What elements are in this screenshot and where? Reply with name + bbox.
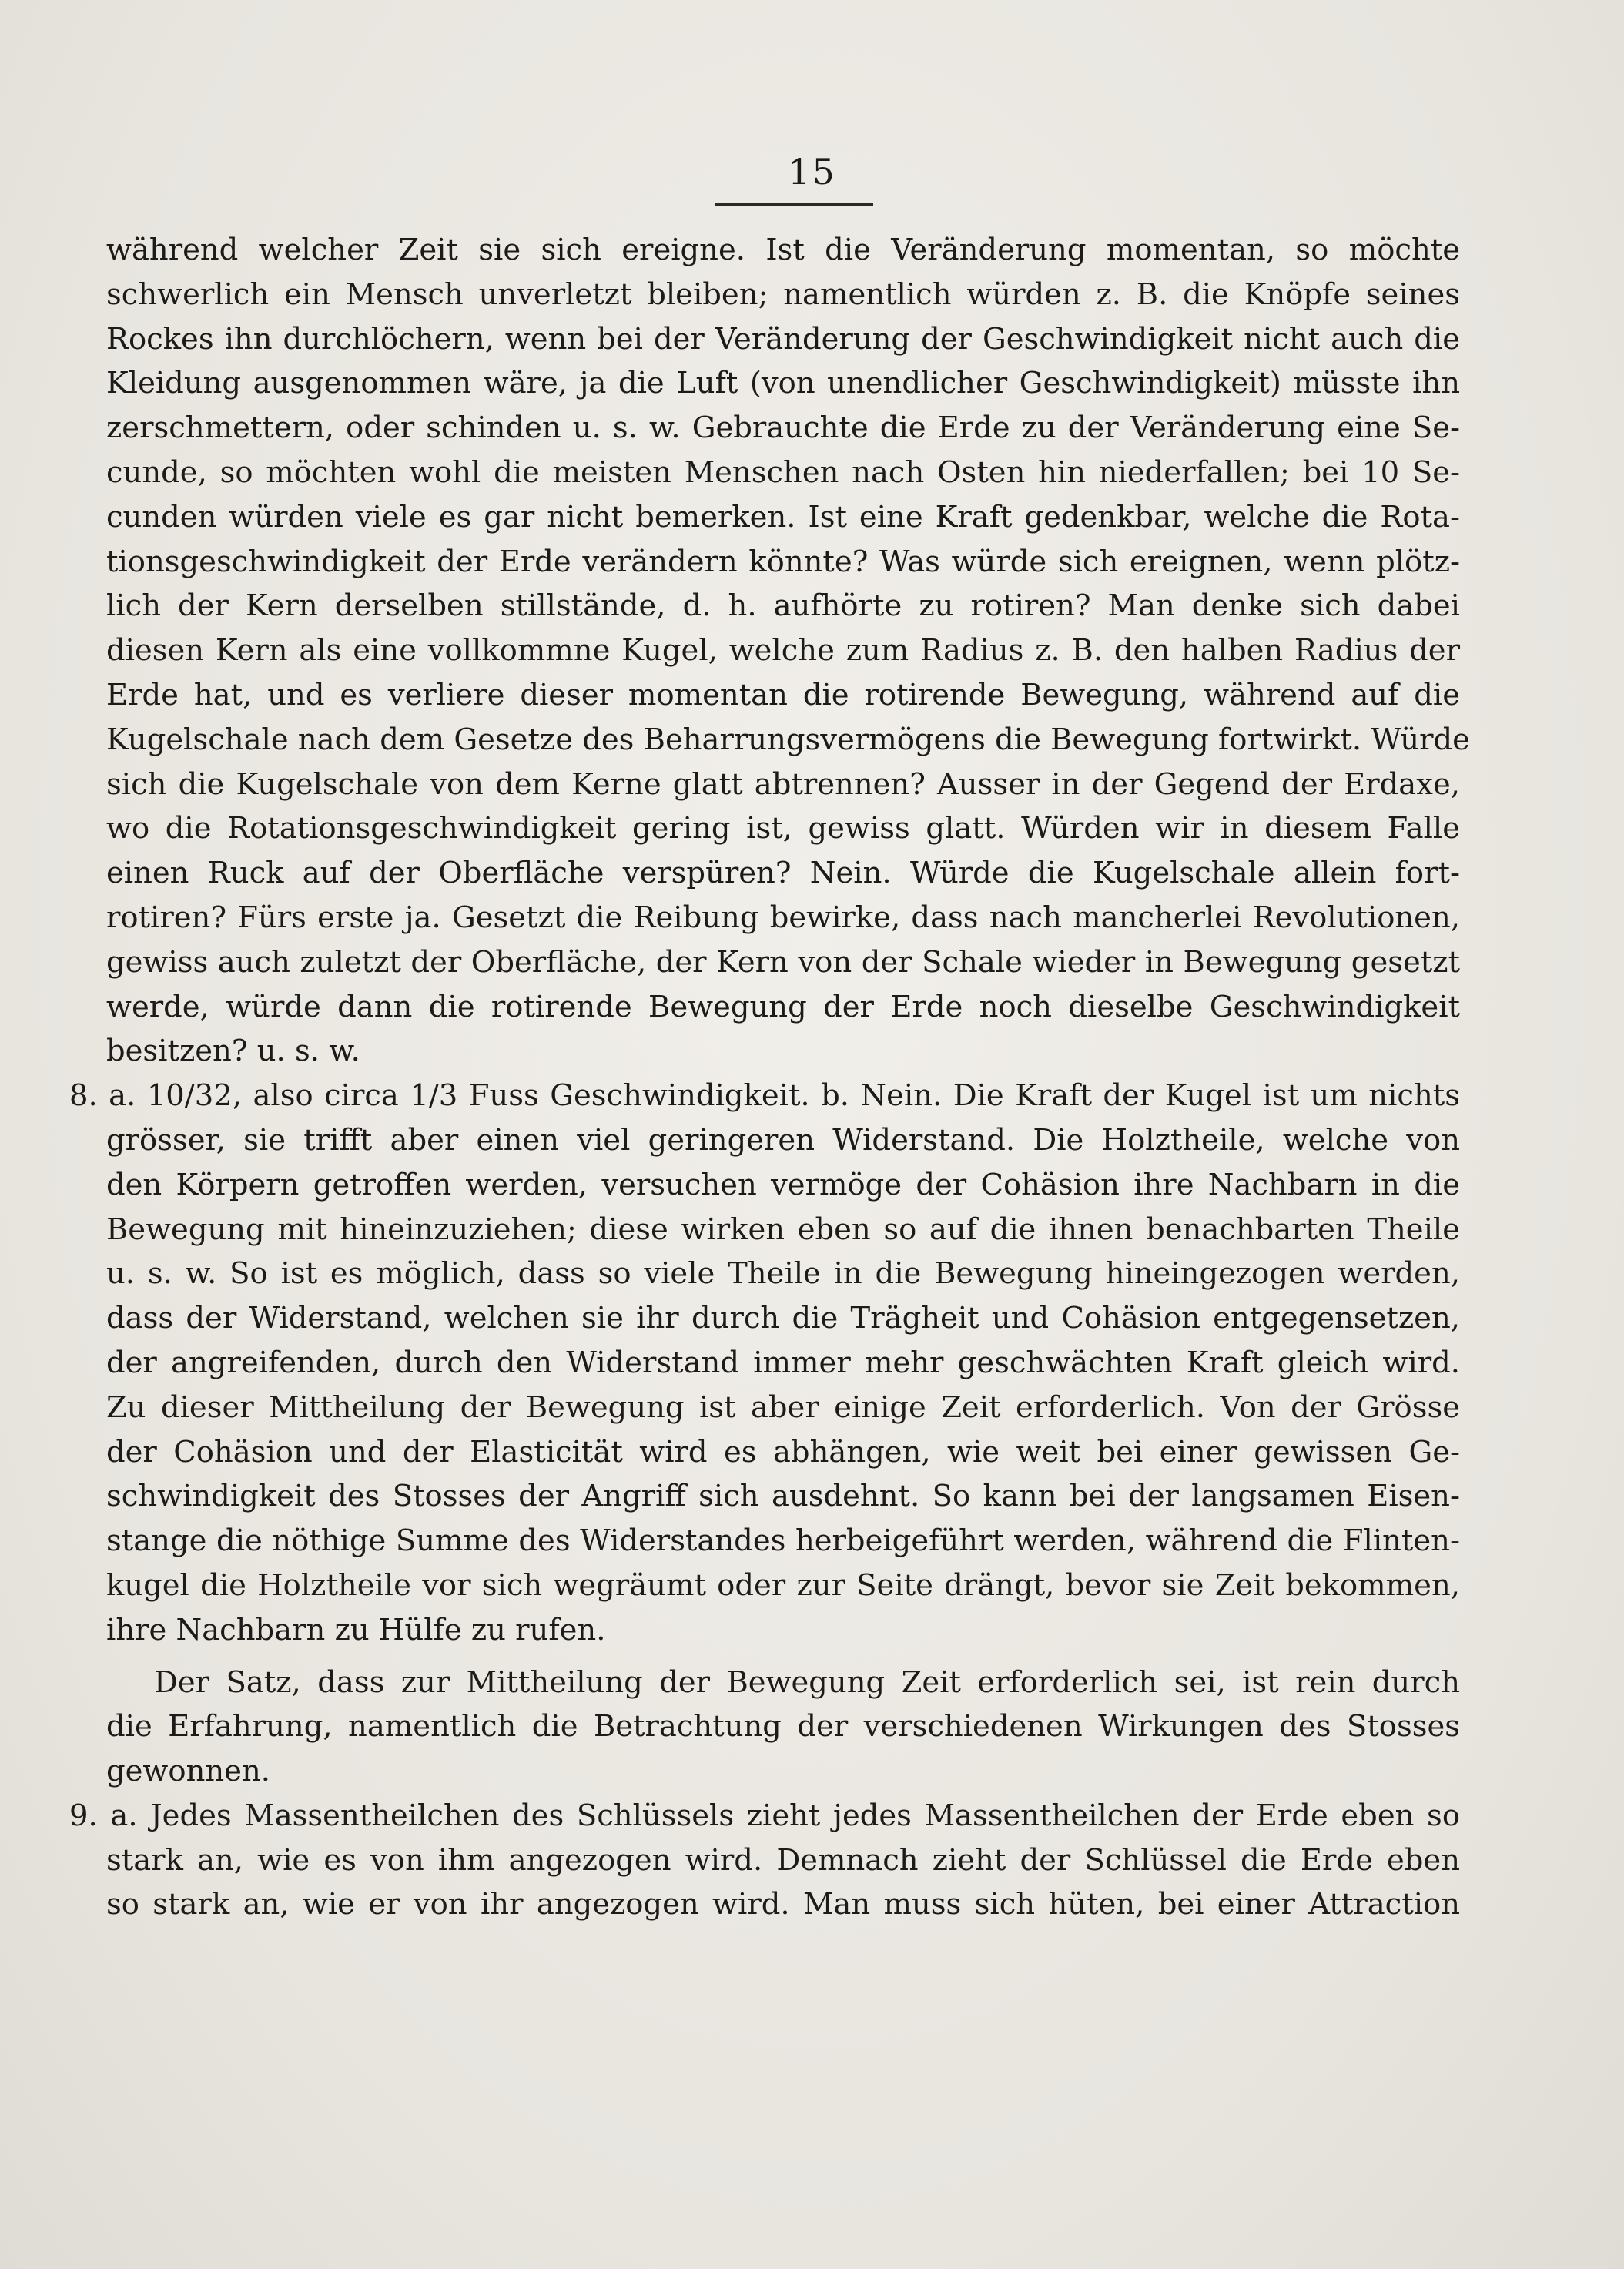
text-line: rotiren? Fürs erste ja. Gesetzt die Reibung bewirke, dass nach mancherlei Revolutionen, bbox=[106, 900, 1460, 935]
text-line: gewonnen. bbox=[106, 1754, 270, 1789]
text-line-item-9: 9. a. Jedes Massentheilchen des Schlüssels zieht jedes Massentheilchen der Erde eben so bbox=[69, 1798, 1460, 1833]
text-line: schwerlich ein Mensch unverletzt bleiben; namentlich würden z. B. die Knöpfe seines bbox=[106, 277, 1460, 312]
text-line: Der Satz, dass zur Mittheilung der Bewegung Zeit erforderlich sei, ist rein durch bbox=[154, 1664, 1460, 1700]
text-line: schwindigkeit des Stosses der Angriff sich ausdehnt. So kann bei der langsamen Eisen- bbox=[106, 1479, 1460, 1514]
text-line: u. s. w. So ist es möglich, dass so viele Theile in die Bewegung hineingezogen werden, bbox=[106, 1256, 1460, 1292]
text-line: einen Ruck auf der Oberfläche verspüren? Nein. Würde die Kugelschale allein fort- bbox=[106, 856, 1460, 891]
text-line: cunden würden viele es gar nicht bemerken. Ist eine Kraft gedenkbar, welche die Rota- bbox=[106, 499, 1460, 535]
text-line-item-8: 8. a. 10/32, also circa 1/3 Fuss Geschwindigkeit. b. Nein. Die Kraft der Kugel ist um nichts bbox=[69, 1078, 1460, 1114]
header-rule bbox=[715, 203, 873, 206]
text-line: Bewegung mit hineinzuziehen; diese wirken eben so auf die ihnen benachbarten Theile bbox=[106, 1212, 1460, 1247]
text-line: stark an, wie es von ihm angezogen wird. Demnach zieht der Schlüssel die Erde eben bbox=[106, 1842, 1460, 1878]
text-line: den Körpern getroffen werden, versuchen vermöge der Cohäsion ihre Nachbarn in die bbox=[106, 1167, 1460, 1202]
text-line: die Erfahrung, namentlich die Betrachtung der verschiedenen Wirkungen des Stosses bbox=[106, 1709, 1460, 1744]
paragraph-gap bbox=[106, 1653, 1460, 1661]
text-line: Erde hat, und es verliere dieser momentan die rotirende Bewegung, während auf die bbox=[106, 677, 1460, 712]
text-line: kugel die Holztheile vor sich wegräumt oder zur Seite drängt, bevor sie Zeit bekommen, bbox=[106, 1567, 1460, 1603]
text-line: grösser, sie trifft aber einen viel geringeren Widerstand. Die Holztheile, welche von bbox=[106, 1122, 1460, 1158]
text-line: gewiss auch zuletzt der Oberfläche, der Kern von der Schale wieder in Bewegung gesetzt bbox=[106, 944, 1460, 980]
page-number: 15 bbox=[788, 151, 836, 193]
text-line: werde, würde dann die rotirende Bewegung der Erde noch dieselbe Geschwindigkeit bbox=[106, 989, 1460, 1024]
text-line: tionsgeschwindigkeit der Erde verändern könnte? Was würde sich ereignen, wenn plötz- bbox=[106, 544, 1460, 579]
text-line: während welcher Zeit sie sich ereigne. Ist die Veränderung momentan, so möchte bbox=[106, 233, 1460, 267]
text-line: Rockes ihn durchlöchern, wenn bei der Veränderung der Geschwindigkeit nicht auch die bbox=[106, 321, 1460, 357]
text-line: Kleidung ausgenommen wäre, ja die Luft (von unendlicher Geschwindigkeit) müsste ihn bbox=[106, 366, 1460, 401]
text-line: Zu dieser Mittheilung der Bewegung ist aber einige Zeit erforderlich. Von der Grösse bbox=[106, 1389, 1460, 1425]
text-line: diesen Kern als eine vollkommne Kugel, welche zum Radius z. B. den halben Radius der bbox=[106, 633, 1460, 669]
text-line: der angreifenden, durch den Widerstand immer mehr geschwächten Kraft gleich wird. bbox=[106, 1345, 1460, 1380]
text-line: wo die Rotationsgeschwindigkeit gering ist, gewiss glatt. Würden wir in diesem Falle bbox=[106, 811, 1460, 846]
text-line: stange die nöthige Summe des Widerstandes herbeigeführt werden, während die Flinten- bbox=[106, 1523, 1460, 1559]
text-line: cunde, so möchten wohl die meisten Menschen nach Osten hin niederfallen; bei 10 Se- bbox=[106, 454, 1460, 490]
text-line: Kugelschale nach dem Gesetze des Beharrungsvermögens die Bewegung fortwirkt. Würde bbox=[106, 722, 1470, 757]
text-line: lich der Kern derselben stillstände, d. h. aufhörte zu rotiren? Man denke sich dabei bbox=[106, 588, 1460, 624]
text-line: besitzen? u. s. w. bbox=[106, 1034, 360, 1069]
text-line: zerschmettern, oder schinden u. s. w. Gebrauchte die Erde zu der Veränderung eine Se- bbox=[106, 411, 1460, 446]
text-line: dass der Widerstand, welchen sie ihr durch die Trägheit und Cohäsion entgegensetzen, bbox=[106, 1301, 1460, 1336]
text-line: so stark an, wie er von ihr angezogen wird. Man muss sich hüten, bei einer Attraction bbox=[106, 1887, 1460, 1922]
body-text bbox=[69, 228, 1470, 1927]
text-line: sich die Kugelschale von dem Kerne glatt abtrennen? Ausser in der Gegend der Erdaxe, bbox=[106, 766, 1460, 802]
text-line: ihre Nachbarn zu Hülfe zu rufen. bbox=[106, 1612, 606, 1647]
text-line: der Cohäsion und der Elasticität wird es abhängen, wie weit bei einer gewissen Ge- bbox=[106, 1434, 1460, 1470]
